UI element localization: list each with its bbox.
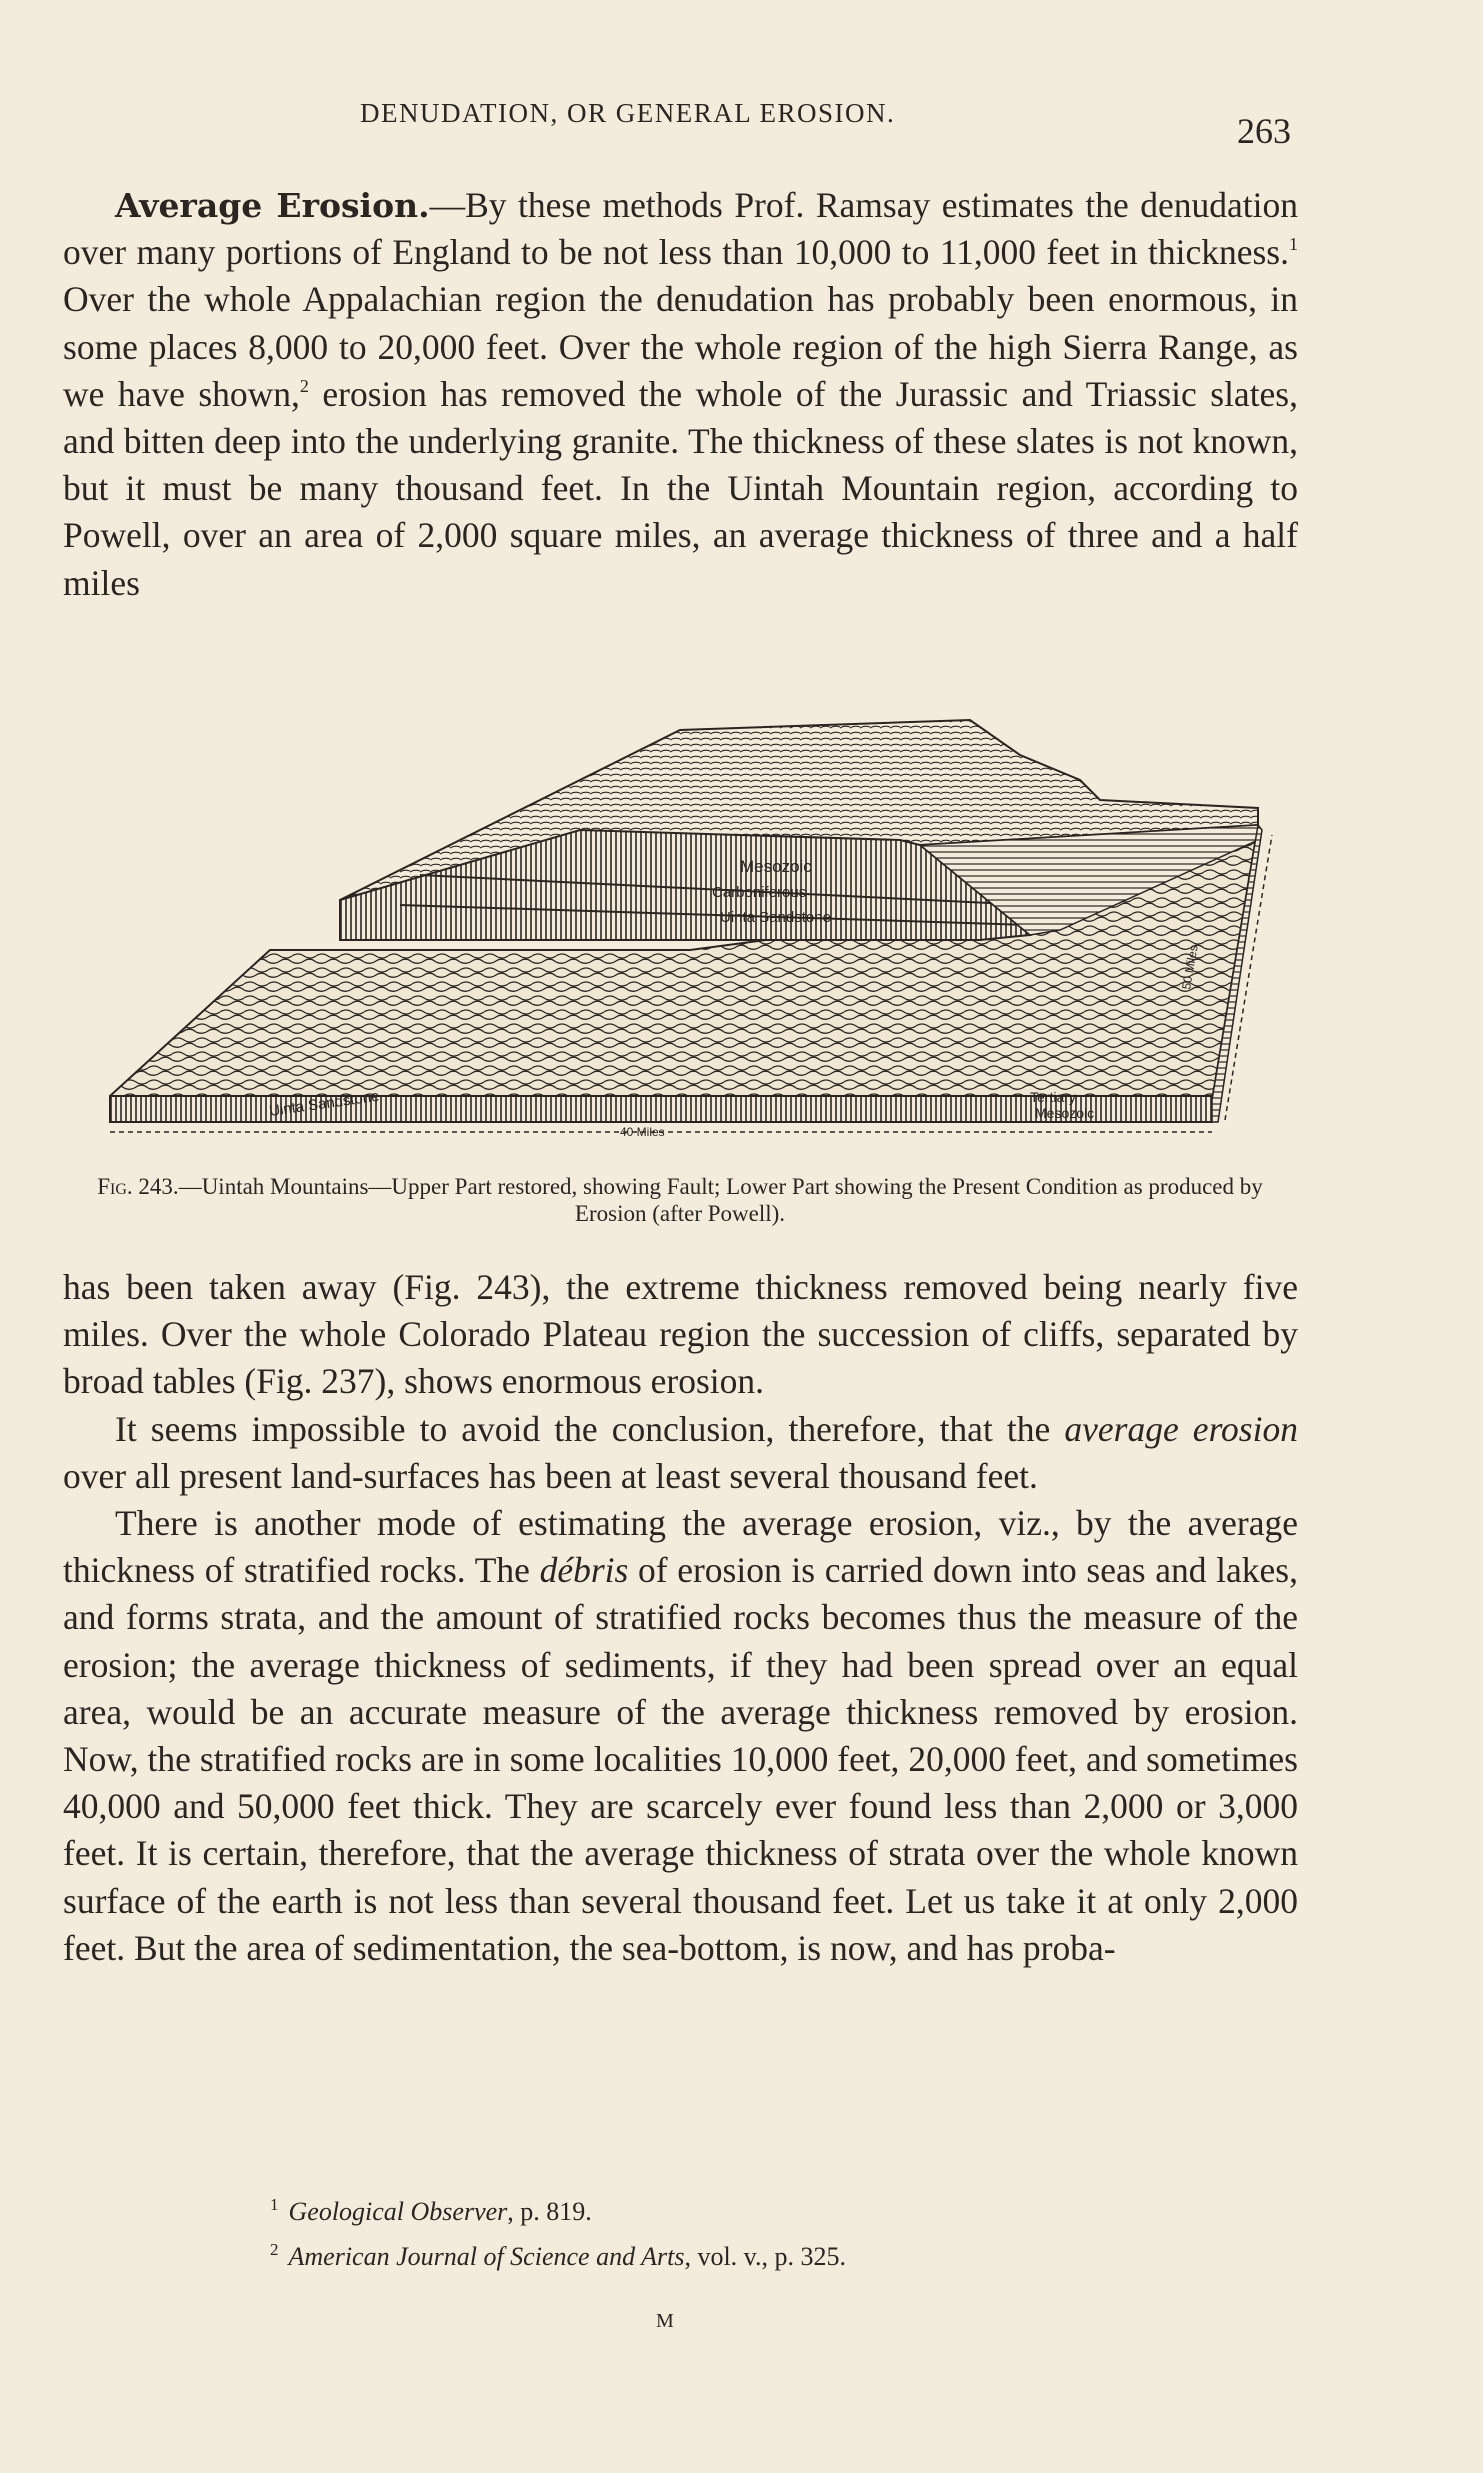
footnote-2 [270,2231,1270,2276]
emphasis-debris: débris [539,1550,629,1591]
caption-label: Fig. 243. [97,1174,179,1199]
section-lead: Average Erosion. [115,186,430,225]
paragraph-continuation: has been taken away (Fig. 243), the extreme thickness removed being nearly five miles. Over the whole Colorado Plateau region the succession of cliffs, separated by broad tables (Fig. 237), shows enormous erosion. [63,1267,1298,1402]
block-diagram [100,700,1280,1180]
footnote-title: Geological Observer [288,2197,508,2226]
footnote-marker: 2 [270,2240,279,2259]
paragraph-text: over all present land-surfaces has been at least several thousand feet. [63,1455,1038,1496]
label-uinta-sandstone-lower: Uinta Sandstone [268,1087,381,1120]
signature-mark: M [656,2310,674,2332]
label-uinta-sandstone: Uinta Sandstone [720,909,831,926]
figure-uintah-mountains [100,700,1280,1180]
label-scale-depth: 50 Miles [1179,944,1201,991]
footnotes [270,2186,1270,2276]
label-mesozoic-top: Mesozoic [740,857,812,876]
paragraph-text: of erosion is carried down into seas and lakes, and forms strata, and the amount of stratified rocks becomes thus the measure of the erosion; the average thickness of sediments, if they had been spread over an equal area, would be an accurate measure of the average thickness removed by erosion. Now, the stratified rocks are in some localities 10,000 feet, 20,000 feet, and sometimes 40,000 and 50,000 feet thick. They are scarcely ever found less than 2,000 or 3,000 feet. It is certain, therefore, that the average thickness of strata over the whole known surface of the earth is not less than several thousand feet. Let us take it at only 2,000 feet. But the area of sedimentation, the sea-bottom, is now, and has proba- [63,1550,1298,1968]
label-scale-width: 40 Miles [620,1125,665,1139]
paragraph-text: Over the whole Appalachian region the denudation has probably been enormous, in some places 8,000 to 20,000 feet. Over the whole region of the high Sierra Range, as we have shown, [63,279,1298,414]
emphasis-average-erosion: average erosion [1064,1408,1298,1449]
paragraph-text: It seems impossible to avoid the conclusion, therefore, that the [115,1408,1065,1449]
label-carboniferous: Carboniferous [712,884,807,901]
footnote-1 [270,2186,1270,2231]
figure-caption [60,1173,1300,1227]
paragraph-conclusion [63,1406,1298,1500]
footnote-rest: , p. 819. [507,2197,592,2226]
paragraph-average-erosion [63,182,1298,607]
label-tertiary: Tertiary [1030,1089,1076,1105]
footnote-marker: 1 [270,2195,279,2214]
footnote-title: American Journal of Science and Arts [288,2242,685,2271]
footnote-ref-2[interactable]: 2 [299,375,309,396]
paragraph-text: —By these methods Prof. Ramsay estimates the denudation over many portions of England to be not less than 10,000 to 11,000 feet in thickness. [63,185,1299,273]
body-text-top [63,182,1298,607]
running-head: DENUDATION, OR GENERAL EROSION. [360,98,896,128]
paragraph-text: There is another mode of estimating the average erosion, viz., by the average thickness of stratified rocks. The [63,1503,1298,1591]
footnote-rest: , vol. v., p. 325. [684,2242,846,2271]
paragraph-stratified-rocks [63,1500,1298,1972]
label-mesozoic-bottom: Mesozoic [1035,1105,1095,1121]
body-text-bottom [63,1264,1298,1972]
page-number: 263 [1237,111,1291,151]
paragraph-text: erosion has removed the whole of the Jurassic and Triassic slates, and bitten deep into the underlying granite. The thickness of these slates is not known, but it must be many thousand feet. In the Uintah Mountain region, according to Powell, over an area of 2,000 square miles, an average thickness of three and a half miles [63,373,1299,603]
caption-text: —Uintah Mountains—Upper Part restored, showing Fault; Lower Part showing the Present Condition as produced by Erosion (after Powell). [178,1174,1263,1226]
page-header [0,98,1483,151]
footnote-ref-1[interactable]: 1 [1289,234,1298,255]
